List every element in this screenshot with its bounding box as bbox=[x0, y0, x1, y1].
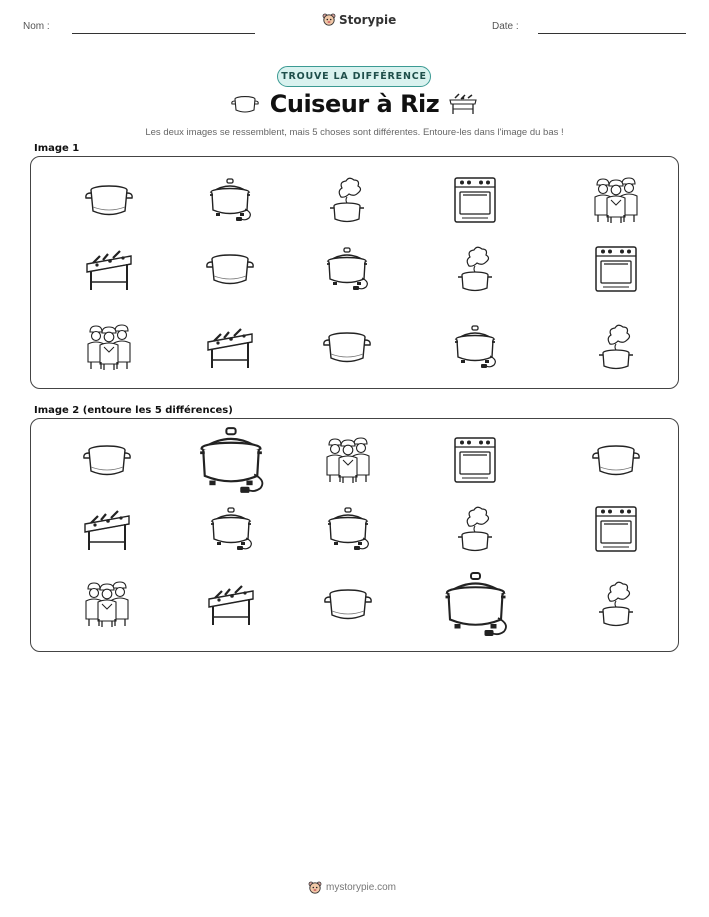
workbench-icon[interactable] bbox=[67, 497, 147, 561]
chefs-icon bbox=[69, 315, 149, 379]
rice-cooker-icon[interactable] bbox=[435, 572, 515, 636]
pot-icon bbox=[307, 315, 387, 379]
steaming-pot-icon bbox=[307, 168, 387, 232]
image1-panel bbox=[30, 156, 679, 389]
image2-panel[interactable] bbox=[30, 418, 679, 652]
pot-icon[interactable] bbox=[576, 428, 656, 492]
footer bbox=[308, 880, 396, 895]
activity-badge: TROUVE LA DIFFÉRENCE bbox=[277, 66, 431, 87]
stove-icon bbox=[435, 168, 515, 232]
image1-label: Image 1 bbox=[34, 143, 80, 154]
rice-cooker-icon bbox=[307, 237, 387, 301]
stove-icon[interactable] bbox=[435, 428, 515, 492]
storypie-mascot-icon bbox=[308, 880, 322, 895]
workbench-icon bbox=[447, 93, 479, 115]
workbench-icon bbox=[69, 237, 149, 301]
pot-icon bbox=[69, 168, 149, 232]
workbench-icon[interactable] bbox=[191, 572, 271, 636]
stove-icon bbox=[576, 237, 656, 301]
chefs-icon[interactable] bbox=[67, 572, 147, 636]
steaming-pot-icon[interactable] bbox=[435, 497, 515, 561]
chefs-icon[interactable] bbox=[308, 428, 388, 492]
brand-logo bbox=[322, 12, 396, 27]
date-line[interactable] bbox=[538, 33, 686, 34]
brand-name: Storypie bbox=[339, 12, 397, 27]
instructions: Les deux images se ressemblent, mais 5 choses sont différentes. Entoure-les dans l'image du bas ! bbox=[145, 127, 564, 138]
pot-icon[interactable] bbox=[67, 428, 147, 492]
rice-cooker-icon[interactable] bbox=[191, 428, 271, 492]
image2-label: Image 2 (entoure les 5 différences) bbox=[34, 405, 233, 416]
name-line[interactable] bbox=[72, 33, 255, 34]
steaming-pot-icon[interactable] bbox=[576, 572, 656, 636]
pot-icon[interactable] bbox=[308, 572, 388, 636]
page-title: Cuiseur à Riz bbox=[269, 90, 440, 118]
workbench-icon bbox=[190, 315, 270, 379]
rice-cooker-icon[interactable] bbox=[308, 497, 388, 561]
chefs-icon bbox=[576, 168, 656, 232]
steaming-pot-icon bbox=[576, 315, 656, 379]
steaming-pot-icon bbox=[435, 237, 515, 301]
stove-icon[interactable] bbox=[576, 497, 656, 561]
pot-icon bbox=[190, 237, 270, 301]
name-label: Nom : bbox=[23, 21, 50, 32]
rice-cooker-icon[interactable] bbox=[191, 497, 271, 561]
rice-cooker-icon bbox=[435, 315, 515, 379]
footer-url: mystorypie.com bbox=[326, 882, 397, 893]
storypie-mascot-icon bbox=[322, 12, 336, 27]
date-label: Date : bbox=[492, 21, 519, 32]
rice-cooker-icon bbox=[190, 168, 270, 232]
